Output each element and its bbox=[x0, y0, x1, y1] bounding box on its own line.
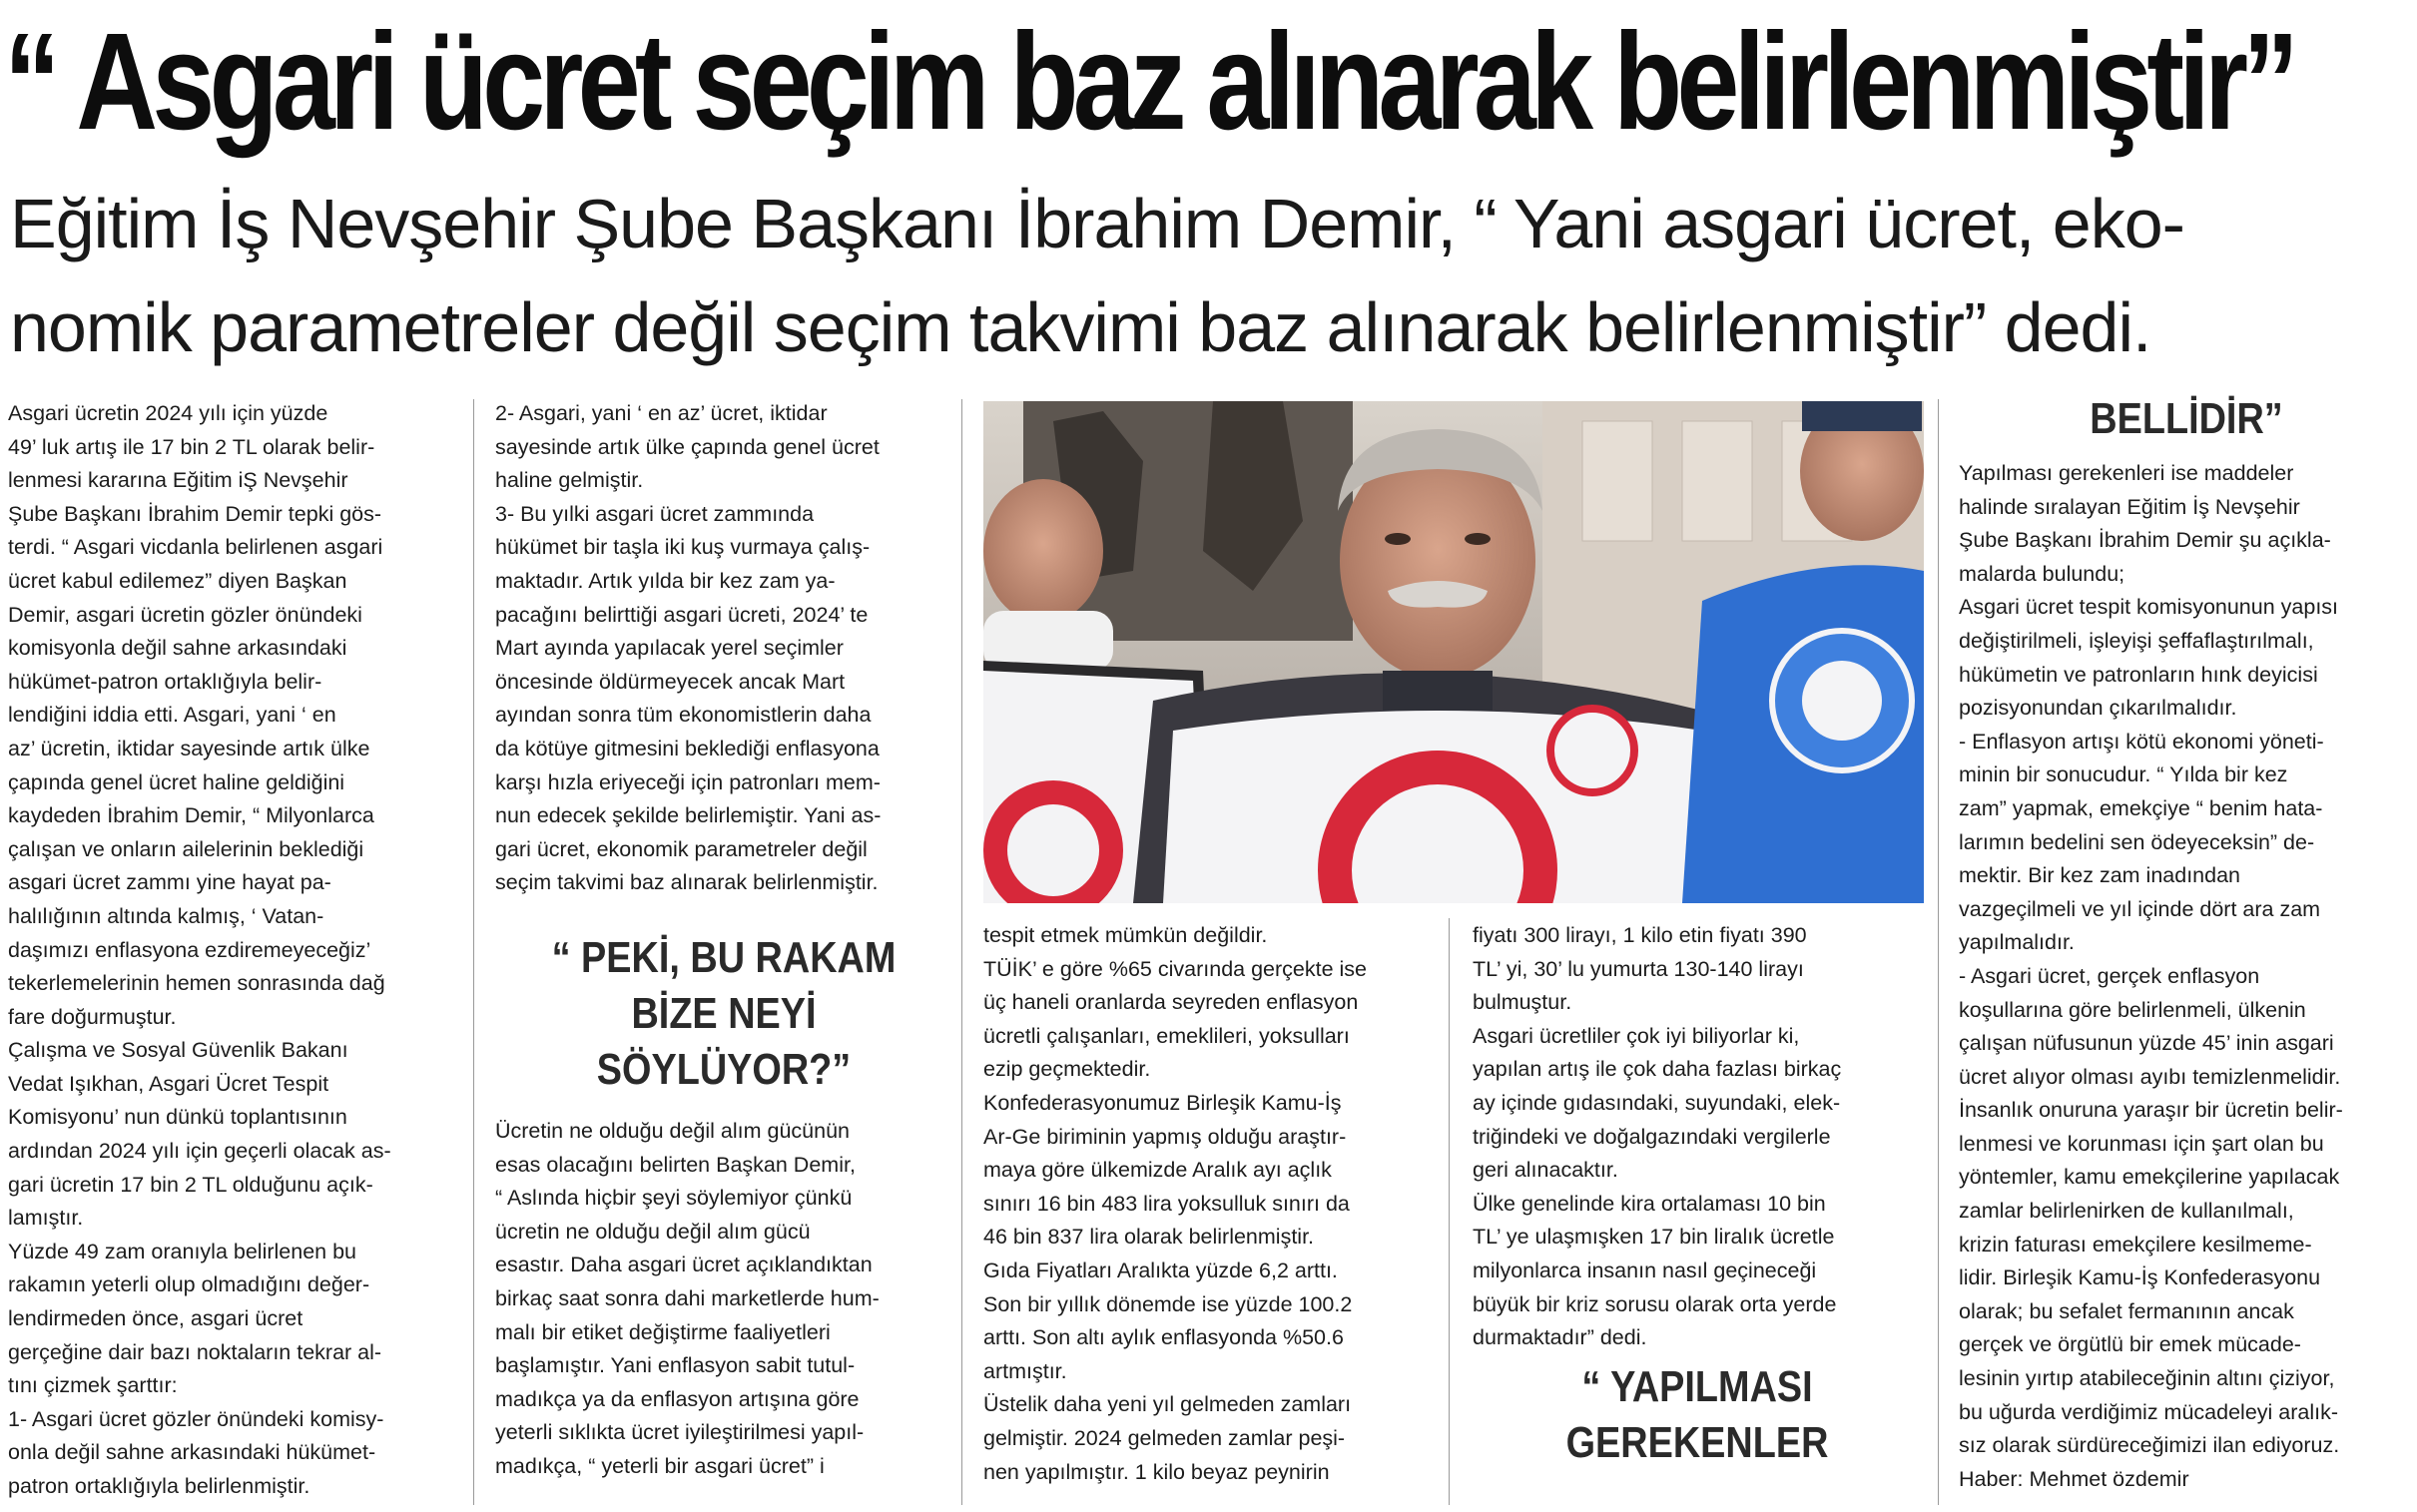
body-line: yapılmalıdır. bbox=[1959, 930, 2075, 955]
subheadline bbox=[10, 172, 2411, 379]
column-4 bbox=[1473, 919, 1932, 1355]
body-line: zam” yapmak, emekçiye “ benim hata- bbox=[1959, 795, 2323, 820]
body-line: koşullarına göre belirlenmeli, ülkenin bbox=[1959, 997, 2306, 1022]
body-line: çalışan ve onların ailelerinin beklediği bbox=[8, 836, 364, 861]
body-line: lenmesi ve korunması için şart olan bu bbox=[1959, 1131, 2324, 1156]
body-line: TÜİK’ e göre %65 civarında gerçekte ise bbox=[983, 956, 1367, 981]
body-line: Şube Başkanı İbrahim Demir şu açıkla- bbox=[1959, 528, 2331, 553]
body-line: fiyatı 300 lirayı, 1 kilo etin fiyatı 390 bbox=[1473, 923, 1807, 947]
column-3 bbox=[983, 919, 1443, 1489]
body-line: asgari ücret zammı yine hayat pa- bbox=[8, 870, 331, 895]
body-line: yapılan artış ile çok daha fazlası birkaç bbox=[1473, 1057, 1842, 1082]
column-2-top-text bbox=[495, 397, 944, 900]
body-line: - Asgari ücret, gerçek enflasyon bbox=[1959, 963, 2260, 988]
body-line: tekerlemelerinin hemen sonrasında dağ bbox=[8, 971, 385, 996]
body-line: malarda bulundu; bbox=[1959, 561, 2125, 586]
body-line: esastır. Daha asgari ücret açıklandıktan bbox=[495, 1253, 873, 1277]
body-line: hükümet bir taşla iki kuş vurmaya çalış- bbox=[495, 535, 871, 560]
body-line: Yüzde 49 zam oranıyla belirlenen bu bbox=[8, 1239, 356, 1263]
body-line: madıkça, “ yeterli bir asgari ücret” i bbox=[495, 1453, 825, 1478]
section-heading-bellidir: BELLİDİR” bbox=[2090, 394, 2283, 443]
body-line: pozisyonundan çıkarılmalıdır. bbox=[1959, 696, 2237, 721]
body-line: rakamın yeterli olup olmadığını değer- bbox=[8, 1272, 370, 1297]
body-line: 3- Bu yılki asgari ücret zammında bbox=[495, 501, 815, 526]
body-line: kaydeden İbrahim Demir, “ Milyonlarca bbox=[8, 803, 374, 828]
subheadline-line: Eğitim İş Nevşehir Şube Başkanı İbrahim Demir, “ Yani asgari ücret, eko- bbox=[10, 185, 2184, 262]
body-line: yeterli sıklıkta ücret iyileştirilmesi yapıl- bbox=[495, 1420, 865, 1445]
body-line: Konfederasyonumuz Birleşik Kamu-İş bbox=[983, 1090, 1342, 1115]
body-line: Gıda Fiyatları Aralıkta yüzde 6,2 arttı. bbox=[983, 1258, 1338, 1282]
body-line: vazgeçilmeli ve yıl içinde dört ara zam bbox=[1959, 896, 2321, 921]
body-line: birkaç saat sonra dahi marketlerde hum- bbox=[495, 1285, 880, 1310]
body-line: hükümet-patron ortaklığıyla belir- bbox=[8, 669, 322, 694]
body-line: terdi. “ Asgari vicdanla belirlenen asgari bbox=[8, 535, 383, 560]
body-line: Haber: Mehmet özdemir bbox=[1959, 1466, 2189, 1491]
section-heading-line: SÖYLÜYOR?” bbox=[596, 1045, 852, 1094]
section-heading-line: “ YAPILMASI bbox=[1581, 1362, 1813, 1411]
body-line: lamıştır. bbox=[8, 1206, 84, 1231]
body-line: ay içinde gıdasındaki, suyundaki, elek- bbox=[1473, 1090, 1841, 1115]
body-line: bu uğurda verdiğimiz mücadeleyi aralık- bbox=[1959, 1399, 2339, 1424]
body-line: nen yapılmıştır. 1 kilo beyaz peynirin bbox=[983, 1459, 1330, 1484]
body-line: Asgari ücretliler çok iyi biliyorlar ki, bbox=[1473, 1023, 1800, 1048]
body-line: başlamıştır. Yani enflasyon sabit tutul- bbox=[495, 1353, 856, 1378]
body-line: üç haneli oranlarda seyreden enflasyon bbox=[983, 990, 1359, 1015]
body-line: Çalışma ve Sosyal Güvenlik Bakanı bbox=[8, 1038, 348, 1063]
subheadline-line: nomik parametreler değil seçim takvimi baz alınarak belirlenmiştir” dedi. bbox=[10, 288, 2151, 366]
column-divider bbox=[473, 399, 474, 1505]
body-line: arttı. Son altı aylık enflasyonda %50.6 bbox=[983, 1325, 1344, 1350]
body-line: TL’ ye ulaşmışken 17 bin liralık ücretle bbox=[1473, 1225, 1835, 1250]
body-line: Asgari ücret tespit komisyonunun yapısı bbox=[1959, 595, 2339, 620]
body-line: gerçeğine dair bazı noktaların tekrar al- bbox=[8, 1339, 382, 1364]
body-line: nun edecek şekilde belirlemiştir. Yani as- bbox=[495, 803, 882, 828]
body-line: Ücretin ne olduğu değil alım gücünün bbox=[495, 1119, 850, 1143]
body-line: fare doğurmuştur. bbox=[8, 1004, 177, 1029]
body-line: maya göre ülkemizde Aralık ayı açlık bbox=[983, 1158, 1332, 1183]
body-line: çapında genel ücret haline geldiğini bbox=[8, 769, 345, 794]
body-line: zamlar belirlenirken de kullanılmalı, bbox=[1959, 1199, 2294, 1224]
body-line: patron ortaklığıyla belirlenmiştir. bbox=[8, 1474, 310, 1498]
body-line: hükümetin ve patronların hınk deyicisi bbox=[1959, 662, 2318, 687]
body-line: öncesinde öldürmeyecek ancak Mart bbox=[495, 669, 846, 694]
body-line: Yapılması gerekenleri ise maddeler bbox=[1959, 461, 2294, 485]
body-line: artmıştır. bbox=[983, 1358, 1067, 1383]
body-line: halinde sıralayan Eğitim İş Nevşehir bbox=[1959, 494, 2300, 519]
photo-illustration bbox=[983, 401, 1924, 903]
body-line: ezip geçmektedir. bbox=[983, 1057, 1151, 1082]
column-divider bbox=[961, 399, 962, 1505]
body-line: onla değil sahne arkasındaki hükümet- bbox=[8, 1440, 376, 1465]
body-line: gari ücret, ekonomik parametreler değil bbox=[495, 836, 868, 861]
body-line: ücretli çalışanları, emeklileri, yoksulları bbox=[983, 1023, 1350, 1048]
body-line: larımın bedelini sen ödeyeceksin” de- bbox=[1959, 829, 2315, 854]
body-line: maktadır. Artık yılda bir kez zam ya- bbox=[495, 568, 836, 593]
body-line: mektir. Bir kez zam inadından bbox=[1959, 863, 2241, 888]
body-line: yöntemler, kamu emekçilerine yapılacak bbox=[1959, 1165, 2340, 1190]
body-line: 2- Asgari, yani ‘ en az’ ücret, iktidar bbox=[495, 401, 828, 425]
body-line: sız olarak sürdüreceğimizi ilan ediyoruz. bbox=[1959, 1433, 2340, 1458]
body-line: gerçek ve örgütlü bir emek mücade- bbox=[1959, 1332, 2301, 1357]
body-line: geri alınacaktır. bbox=[1473, 1158, 1618, 1183]
body-line: tespit etmek mümkün değildir. bbox=[983, 923, 1268, 947]
body-line: az’ ücretin, iktidar sayesinde artık ülke bbox=[8, 736, 370, 760]
body-line: Demir, asgari ücretin gözler önündeki bbox=[8, 602, 362, 627]
body-line: TL’ yi, 30’ lu yumurta 130-140 lirayı bbox=[1473, 956, 1804, 981]
body-line: Mart ayında yapılacak yerel seçimler bbox=[495, 636, 844, 661]
body-line: triğindeki ve doğalgazındaki vergilerle bbox=[1473, 1124, 1831, 1149]
body-line: sayesinde artık ülke çapında genel ücret bbox=[495, 434, 880, 459]
body-line: lendiğini iddia etti. Asgari, yani ‘ en bbox=[8, 703, 336, 728]
body-line: Üstelik daha yeni yıl gelmeden zamları bbox=[983, 1392, 1352, 1417]
body-line: bulmuştur. bbox=[1473, 990, 1572, 1015]
body-line: minin bir sonucudur. “ Yılda bir kez bbox=[1959, 762, 2288, 787]
body-line: İnsanlık onuruna yaraşır bir ücretin belir- bbox=[1959, 1098, 2343, 1123]
section-heading-line: BİZE NEYİ bbox=[631, 989, 817, 1038]
body-line: madıkça ya da enflasyon artışına göre bbox=[495, 1386, 860, 1411]
body-line: büyük bir kriz sorusu olarak orta yerde bbox=[1473, 1291, 1837, 1316]
body-line: ayından sonra tüm ekonomistlerin daha bbox=[495, 703, 872, 728]
body-line: malı bir etiket değiştirme faaliyetleri bbox=[495, 1319, 831, 1344]
section-heading-line: GEREKENLER bbox=[1565, 1418, 1829, 1467]
body-line: tını çizmek şarttır: bbox=[8, 1373, 178, 1398]
body-line: lidir. Birleşik Kamu-İş Konfederasyonu bbox=[1959, 1265, 2321, 1290]
body-line: değiştirilmeli, işleyişi şeffaflaştırılmalı, bbox=[1959, 628, 2314, 653]
body-line: haline gelmiştir. bbox=[495, 468, 644, 493]
body-line: ücretin ne olduğu değil alım gücü bbox=[495, 1219, 811, 1244]
news-photo bbox=[983, 401, 1924, 903]
body-line: “ Aslında hiçbir şeyi söylemiyor çünkü bbox=[495, 1186, 853, 1211]
headline: “ Asgari ücret seçim baz alınarak belirlenmiştir” bbox=[4, 5, 2294, 159]
body-line: Asgari ücretin 2024 yılı için yüzde bbox=[8, 401, 328, 425]
body-line: ardından 2024 yılı için geçerli olacak as- bbox=[8, 1139, 391, 1164]
column-divider bbox=[1938, 399, 1939, 1505]
column-1 bbox=[8, 397, 457, 1504]
body-line: komisyonla değil sahne arkasındaki bbox=[8, 636, 347, 661]
body-line: Ülke genelinde kira ortalaması 10 bin bbox=[1473, 1191, 1826, 1216]
column-divider bbox=[1449, 918, 1450, 1505]
body-line: esas olacağını belirten Başkan Demir, bbox=[495, 1152, 856, 1177]
column-2 bbox=[495, 397, 944, 900]
body-line: halılığının altında kalmış, ‘ Vatan- bbox=[8, 903, 324, 928]
body-line: Komisyonu’ nun dünkü toplantısının bbox=[8, 1105, 347, 1130]
body-line: krizin faturası emekçilere kesilmeme- bbox=[1959, 1232, 2312, 1257]
body-line: olarak; bu sefalet fermanının ancak bbox=[1959, 1298, 2294, 1323]
body-line: lenmesi kararına Eğitim iŞ Nevşehir bbox=[8, 468, 348, 493]
body-line: lendirmeden önce, asgari ücret bbox=[8, 1306, 303, 1331]
body-line: sınırı 16 bin 483 lira yoksulluk sınırı da bbox=[983, 1191, 1350, 1216]
body-line: Şube Başkanı İbrahim Demir tepki gös- bbox=[8, 501, 382, 526]
section-heading-line: “ PEKİ, BU RAKAM bbox=[551, 933, 897, 982]
body-line: Ar-Ge biriminin yapmış olduğu araştır- bbox=[983, 1124, 1347, 1149]
body-line: karşı hızla eriyeceği için patronları mem- bbox=[495, 769, 881, 794]
body-line: ücret kabul edilemez” diyen Başkan bbox=[8, 568, 347, 593]
column-2-bottom bbox=[495, 1115, 944, 1484]
section-heading-yapilmasi bbox=[1474, 1359, 1920, 1471]
body-line: seçim takvimi baz alınarak belirlenmiştir. bbox=[495, 870, 879, 895]
body-line: gari ücretin 17 bin 2 TL olduğunu açık- bbox=[8, 1172, 373, 1197]
body-line: daşımızı enflasyona ezdiremeyeceğiz’ bbox=[8, 937, 371, 962]
body-line: - Enflasyon artışı kötü ekonomi yöneti- bbox=[1959, 729, 2324, 754]
body-line: milyonlarca insanın nasıl geçineceği bbox=[1473, 1258, 1817, 1282]
body-line: 1- Asgari ücret gözler önündeki komisy- bbox=[8, 1406, 384, 1431]
body-line: Son bir yıllık dönemde ise yüzde 100.2 bbox=[983, 1291, 1353, 1316]
column-5 bbox=[1959, 457, 2413, 1496]
body-line: çalışan nüfusunun yüzde 45’ inin asgari bbox=[1959, 1031, 2334, 1056]
body-line: gelmiştir. 2024 gelmeden zamlar peşi- bbox=[983, 1425, 1346, 1450]
body-line: da kötüye gitmesini beklediği enflasyona bbox=[495, 736, 880, 760]
body-line: Vedat Işıkhan, Asgari Ücret Tespit bbox=[8, 1071, 329, 1096]
body-line: pacağını belirttiği asgari ücreti, 2024’ te bbox=[495, 602, 869, 627]
body-line: durmaktadır” dedi. bbox=[1473, 1325, 1647, 1350]
body-line: 46 bin 837 lira olarak belirlenmiştir. bbox=[983, 1225, 1315, 1250]
body-line: ücret alıyor olması ayıbı temizlenmelidir. bbox=[1959, 1064, 2341, 1089]
body-line: 49’ luk artış ile 17 bin 2 TL olarak belir- bbox=[8, 434, 375, 459]
section-heading-peki bbox=[496, 930, 951, 1098]
body-line: lesinin yırtıp atabileceğinin altını çiziyor, bbox=[1959, 1366, 2335, 1391]
